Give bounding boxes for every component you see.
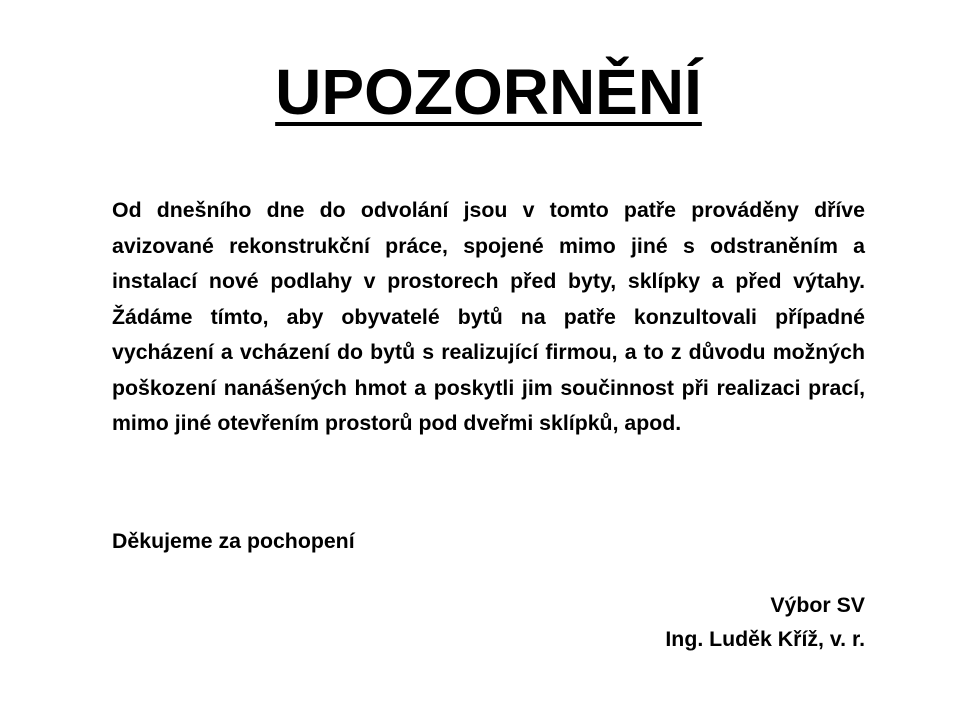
notice-body: Od dnešního dne do odvolání jsou v tomto patře prováděny dříve avizované rekonstrukční práce, spojené mimo jiné s odstraněním a instalací nové podlahy v prostorech před byty, sklípky a před výtahy. Žádáme tímto, aby obyvatelé bytů na patře konzultovali případné vycházení a vcházení do bytů s realizující firmou, a to z důvodu možných poškození nanášených hmot a poskytli jim součinnost při realizaci prací, mimo jiné otevřením prostorů pod dveřmi sklípků, apod. bbox=[112, 198, 865, 435]
signature-committee: Výbor SV bbox=[770, 593, 865, 617]
signature-name: Ing. Luděk Kříž, v. r. bbox=[665, 627, 865, 651]
signature-block bbox=[665, 588, 865, 656]
notice-title-block bbox=[0, 52, 977, 132]
notice-title: UPOZORNĚNÍ bbox=[275, 56, 702, 128]
notice-thanks: Děkujeme za pochopení bbox=[112, 529, 355, 553]
